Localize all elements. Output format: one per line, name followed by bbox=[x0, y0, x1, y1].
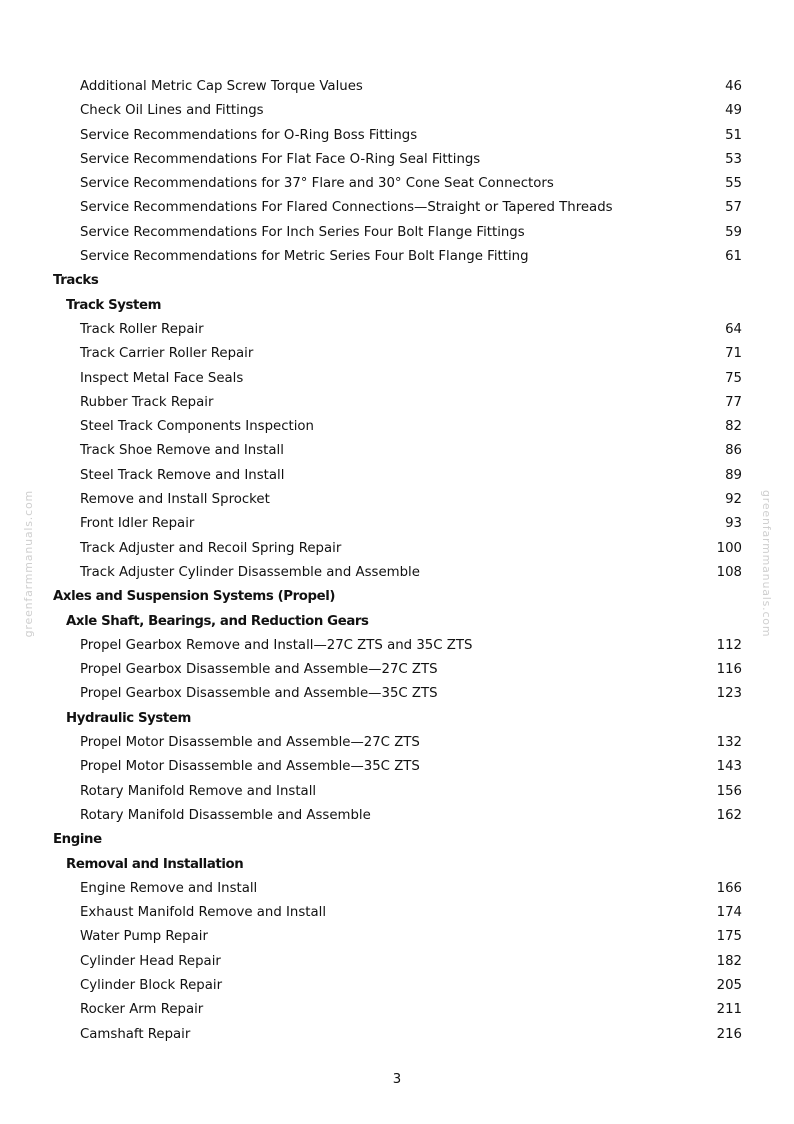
toc-entry-title: Tracks bbox=[53, 273, 99, 289]
toc-entry[interactable] bbox=[0, 780, 794, 804]
toc-entry-title: Camshaft Repair bbox=[80, 1026, 191, 1042]
watermark-left: greenfarmmanuals.com bbox=[22, 490, 35, 638]
toc-entry-title: Service Recommendations For Flat Face O-Ring Seal Fittings bbox=[80, 151, 481, 167]
toc-entry-page: 216 bbox=[716, 1026, 742, 1042]
toc-entry-title: Rotary Manifold Remove and Install bbox=[80, 783, 317, 799]
toc-entry-title: Inspect Metal Face Seals bbox=[80, 370, 244, 386]
toc-entry[interactable] bbox=[0, 75, 794, 99]
page-number: 3 bbox=[392, 1072, 402, 1087]
toc-entry-title: Check Oil Lines and Fittings bbox=[80, 103, 264, 119]
toc-entry-title: Propel Motor Disassemble and Assemble—35C ZTS bbox=[80, 759, 420, 775]
toc-entry-page: 174 bbox=[716, 905, 742, 921]
toc-entry[interactable] bbox=[0, 464, 794, 488]
toc-entry[interactable] bbox=[0, 342, 794, 366]
toc-entry[interactable] bbox=[0, 998, 794, 1022]
toc-entry-title: Additional Metric Cap Screw Torque Values bbox=[80, 79, 363, 94]
toc-entry-page: 175 bbox=[716, 929, 742, 945]
toc-entry-page: 92 bbox=[725, 492, 742, 508]
toc-entry-page: 162 bbox=[716, 807, 742, 823]
toc-entry-page: 86 bbox=[725, 443, 742, 459]
toc-entry[interactable] bbox=[0, 804, 794, 828]
toc-entry-page: 59 bbox=[725, 224, 742, 240]
toc-entry-title: Engine bbox=[53, 832, 102, 848]
toc-entry-page: 116 bbox=[716, 662, 742, 678]
toc-entry-title: Steel Track Components Inspection bbox=[80, 419, 314, 435]
toc-subsection-heading bbox=[0, 707, 794, 731]
toc-entry-page: 82 bbox=[725, 419, 742, 435]
toc-entry-title: Cylinder Head Repair bbox=[80, 953, 221, 969]
toc-entry[interactable] bbox=[0, 488, 794, 512]
toc-entry-title: Propel Gearbox Remove and Install—27C ZTS and 35C ZTS bbox=[80, 637, 473, 653]
toc-entry-page: 89 bbox=[725, 467, 742, 483]
toc-entry-title: Remove and Install Sprocket bbox=[80, 492, 270, 508]
toc-entry-title: Exhaust Manifold Remove and Install bbox=[80, 905, 327, 921]
toc-entry[interactable] bbox=[0, 658, 794, 682]
toc-entry[interactable] bbox=[0, 682, 794, 706]
toc-entry-page: 53 bbox=[725, 151, 742, 167]
toc-entry[interactable] bbox=[0, 1023, 794, 1047]
toc-entry-page: 182 bbox=[716, 953, 742, 969]
toc-entry-title: Track Roller Repair bbox=[80, 321, 204, 337]
toc-entry-page: 156 bbox=[716, 783, 742, 799]
toc-entry-title: Service Recommendations for Metric Series Four Bolt Flange Fitting bbox=[80, 249, 529, 265]
toc-entry-page: 77 bbox=[725, 394, 742, 410]
toc-entry-page: 143 bbox=[716, 759, 742, 775]
toc-entry-title: Front Idler Repair bbox=[80, 516, 195, 532]
toc-entry[interactable] bbox=[0, 974, 794, 998]
toc-entry-page: 51 bbox=[725, 127, 742, 143]
toc-entry-title: Propel Gearbox Disassemble and Assemble—27C ZTS bbox=[80, 662, 438, 678]
toc-entry[interactable] bbox=[0, 901, 794, 925]
toc-entry-page: 93 bbox=[725, 516, 742, 532]
toc-entry[interactable] bbox=[0, 172, 794, 196]
toc-entry-title: Axles and Suspension Systems (Propel) bbox=[53, 589, 336, 605]
toc-entry-page: 132 bbox=[716, 735, 742, 751]
toc-entry-page: 55 bbox=[725, 176, 742, 192]
toc-entry[interactable] bbox=[0, 439, 794, 463]
toc-section-heading bbox=[0, 828, 794, 852]
toc-entry[interactable] bbox=[0, 221, 794, 245]
toc-entry-title: Steel Track Remove and Install bbox=[80, 467, 285, 483]
toc-entry[interactable] bbox=[0, 318, 794, 342]
toc-entry-title: Axle Shaft, Bearings, and Reduction Gears bbox=[66, 613, 369, 629]
toc-entry-page: 61 bbox=[725, 249, 742, 265]
toc-entry-title: Service Recommendations For Inch Series Four Bolt Flange Fittings bbox=[80, 224, 525, 240]
toc-entry-page: 71 bbox=[725, 346, 742, 362]
toc-entry[interactable] bbox=[0, 367, 794, 391]
toc-entry-title: Track Adjuster and Recoil Spring Repair bbox=[80, 540, 342, 556]
toc-entry-page: 108 bbox=[716, 564, 742, 580]
toc-entry[interactable] bbox=[0, 99, 794, 123]
toc-entry[interactable] bbox=[0, 561, 794, 585]
toc-entry[interactable] bbox=[0, 245, 794, 269]
toc-entry-page: 211 bbox=[716, 1002, 742, 1018]
watermark-right: greenfarmmanuals.com bbox=[760, 490, 773, 638]
toc-entry-title: Rotary Manifold Disassemble and Assemble bbox=[80, 807, 371, 823]
toc-entry-title: Propel Gearbox Disassemble and Assemble—35C ZTS bbox=[80, 686, 438, 702]
toc-entry-page: 100 bbox=[716, 540, 742, 556]
toc-entry[interactable] bbox=[0, 391, 794, 415]
toc-entry-page: 57 bbox=[725, 200, 742, 216]
toc-entry[interactable] bbox=[0, 512, 794, 536]
toc-subsection-heading bbox=[0, 294, 794, 318]
toc-entry-page: 112 bbox=[716, 637, 742, 653]
toc-entry-page: 166 bbox=[716, 880, 742, 896]
toc-entry-title: Service Recommendations For Flared Connections—Straight or Tapered Threads bbox=[80, 200, 613, 216]
toc-subsection-heading bbox=[0, 853, 794, 877]
toc-entry[interactable] bbox=[0, 196, 794, 220]
toc-entry-title: Service Recommendations for 37° Flare and 30° Cone Seat Connectors bbox=[80, 176, 554, 192]
toc-entry[interactable] bbox=[0, 124, 794, 148]
toc-entry-title: Rubber Track Repair bbox=[80, 394, 214, 410]
toc-section-heading bbox=[0, 585, 794, 609]
toc-entry-title: Track System bbox=[66, 297, 162, 313]
toc-entry[interactable] bbox=[0, 925, 794, 949]
toc-entry-title: Track Shoe Remove and Install bbox=[80, 443, 284, 459]
toc-entry-title: Engine Remove and Install bbox=[80, 880, 258, 896]
toc-entry[interactable] bbox=[0, 950, 794, 974]
toc-entry-title: Cylinder Block Repair bbox=[80, 977, 223, 993]
toc-entry[interactable] bbox=[0, 634, 794, 658]
toc-entry-page: 64 bbox=[725, 321, 742, 337]
toc-entry-title: Water Pump Repair bbox=[80, 929, 208, 945]
toc-entry-page: 205 bbox=[716, 977, 742, 993]
toc-entry-page: 46 bbox=[725, 79, 742, 94]
toc-entry-title: Removal and Installation bbox=[66, 856, 244, 872]
toc-entry-title: Hydraulic System bbox=[66, 710, 191, 726]
toc-entry-page: 123 bbox=[716, 686, 742, 702]
toc-entry-title: Propel Motor Disassemble and Assemble—27C ZTS bbox=[80, 735, 420, 751]
toc-subsection-heading bbox=[0, 610, 794, 634]
toc-section-heading bbox=[0, 269, 794, 293]
toc-entry[interactable] bbox=[0, 415, 794, 439]
toc-entry[interactable] bbox=[0, 731, 794, 755]
toc-entry[interactable] bbox=[0, 755, 794, 779]
toc-entry[interactable] bbox=[0, 148, 794, 172]
table-of-contents bbox=[0, 75, 794, 1047]
toc-entry-page: 49 bbox=[725, 103, 742, 119]
toc-entry[interactable] bbox=[0, 877, 794, 901]
toc-entry[interactable] bbox=[0, 537, 794, 561]
toc-entry-title: Service Recommendations for O-Ring Boss Fittings bbox=[80, 127, 418, 143]
toc-entry-title: Track Adjuster Cylinder Disassemble and Assemble bbox=[80, 564, 420, 580]
toc-entry-title: Rocker Arm Repair bbox=[80, 1002, 204, 1018]
toc-entry-title: Track Carrier Roller Repair bbox=[80, 346, 254, 362]
toc-entry-page: 75 bbox=[725, 370, 742, 386]
